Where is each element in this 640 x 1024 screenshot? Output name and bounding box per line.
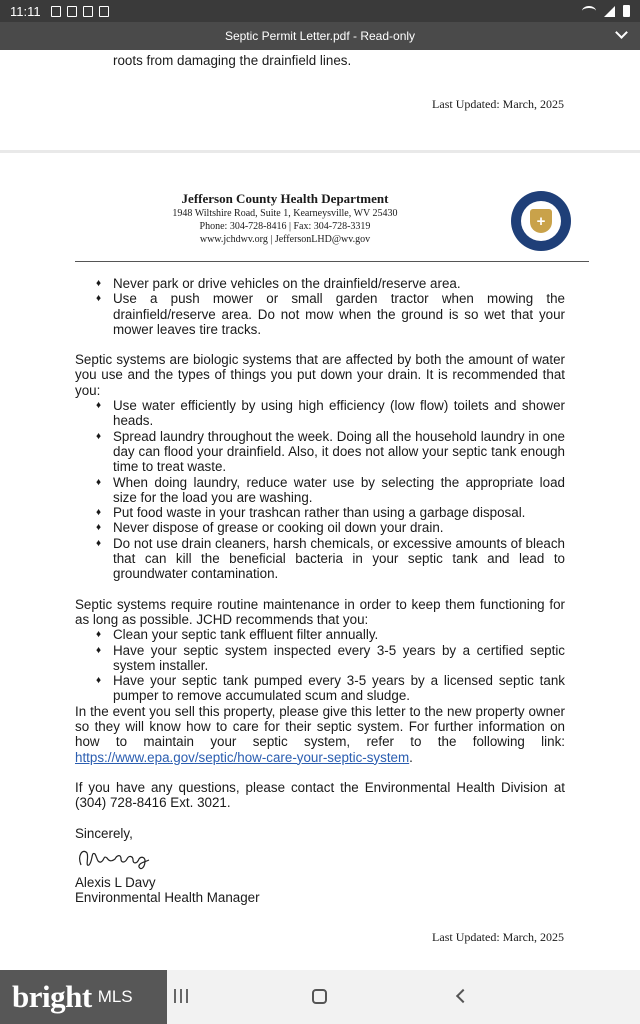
dept-web: www.jchdwv.org | JeffersonLHD@wv.gov xyxy=(199,234,371,245)
letter-body xyxy=(75,276,565,905)
list-item: ♦ Have your septic tank pumped every 3-5 years by a licensed septic tank pumper to remove accumulated scum and sludge. xyxy=(113,673,565,704)
paragraph: In the event you sell this property, please give this letter to the new property owner so they will know how to care for their septic system. For further information on how to maintain your septic system, refer to the following link: https://www.epa.gov/septic/how-care-your-septic-system. xyxy=(75,703,565,765)
bullet-list xyxy=(75,627,565,703)
list-item: ♦ Do not use drain cleaners, harsh chemicals, or excessive amounts of bleach that can kill the beneficial bacteria in your septic tank and lead to groundwater contamination. xyxy=(113,536,565,582)
back-icon[interactable] xyxy=(456,989,470,1003)
bullet-list xyxy=(75,398,565,582)
list-item: ♦ Spread laundry throughout the week. Doing all the household laundry in one day can flood your drainfield. Also, it does not allow your septic tank enough time to treat waste. xyxy=(113,429,565,475)
clock: 11:11 xyxy=(10,3,41,19)
image-icon xyxy=(67,6,77,17)
bullet-list xyxy=(75,276,565,337)
signature-image xyxy=(75,845,155,873)
signal-icon xyxy=(604,6,615,17)
dept-name: Jefferson County Health Department xyxy=(181,191,389,206)
chevron-down-icon[interactable] xyxy=(615,26,628,39)
status-bar xyxy=(0,0,640,22)
letterhead xyxy=(150,190,420,246)
list-item: ♦ Clean your septic tank effluent filter annually. xyxy=(113,627,565,642)
pdf-page-2 xyxy=(0,153,640,970)
shield-icon: + xyxy=(530,209,552,233)
pdf-page-1 xyxy=(0,50,640,150)
page1-text: roots from damaging the drainfield lines. xyxy=(113,53,352,68)
document-title-bar xyxy=(0,22,640,50)
closing: Sincerely, xyxy=(75,825,133,841)
divider xyxy=(75,261,589,262)
sim-icon xyxy=(51,6,61,17)
list-item: ♦ Never dispose of grease or cooking oil down your drain. xyxy=(113,520,565,535)
document-title: Septic Permit Letter.pdf - Read-only xyxy=(224,29,416,43)
last-updated: Last Updated: March, 2025 xyxy=(432,930,564,944)
navigation-bar xyxy=(0,970,640,1024)
list-item: ♦ Use water efficiently by using high efficiency (low flow) toilets and shower heads. xyxy=(113,398,565,429)
list-item: ♦ Put food waste in your trashcan rather than using a garbage disposal. xyxy=(113,505,565,520)
signer-name: Alexis L Davy xyxy=(75,874,156,890)
bright-mls-watermark: bright MLS xyxy=(0,970,167,1024)
image-icon xyxy=(83,6,93,17)
paragraph: Septic systems are biologic systems that are affected by both the amount of water you use and the types of things you put down your drain. It is recommended that you: xyxy=(75,352,565,398)
last-updated: Last Updated: March, 2025 xyxy=(432,97,564,111)
signer-title: Environmental Health Manager xyxy=(75,890,260,906)
recent-apps-icon[interactable] xyxy=(174,989,188,1003)
list-item: ♦ Use a push mower or small garden tractor when mowing the drainfield/reserve area. Do not mow when the ground is so wet that your mower leaves tire tracks. xyxy=(113,291,565,337)
list-item: ♦ When doing laundry, reduce water use by selecting the appropriate load size for the load you are washing. xyxy=(113,475,565,506)
wifi-icon xyxy=(582,6,596,16)
seal-logo xyxy=(511,191,571,251)
home-icon[interactable] xyxy=(312,989,327,1004)
list-item: ♦ Never park or drive vehicles on the drainfield/reserve area. xyxy=(113,276,565,291)
epa-link[interactable]: https://www.epa.gov/septic/how-care-your-septic-system xyxy=(75,749,410,765)
battery-icon xyxy=(623,5,630,17)
notification-icon xyxy=(99,6,109,17)
list-item: ♦ Have your septic system inspected every 3-5 years by a certified septic system installer. xyxy=(113,643,565,674)
dept-phone: Phone: 304-728-8416 | Fax: 304-728-3319 xyxy=(199,221,371,232)
dept-address: 1948 Wiltshire Road, Suite 1, Kearneysville, WV 25430 xyxy=(172,208,398,219)
paragraph: If you have any questions, please contact the Environmental Health Division at (304) 728-8416 Ext. 3021. xyxy=(75,779,565,811)
paragraph: Septic systems require routine maintenance in order to keep them functioning for as long as possible. JCHD recommends that you: xyxy=(75,596,565,627)
